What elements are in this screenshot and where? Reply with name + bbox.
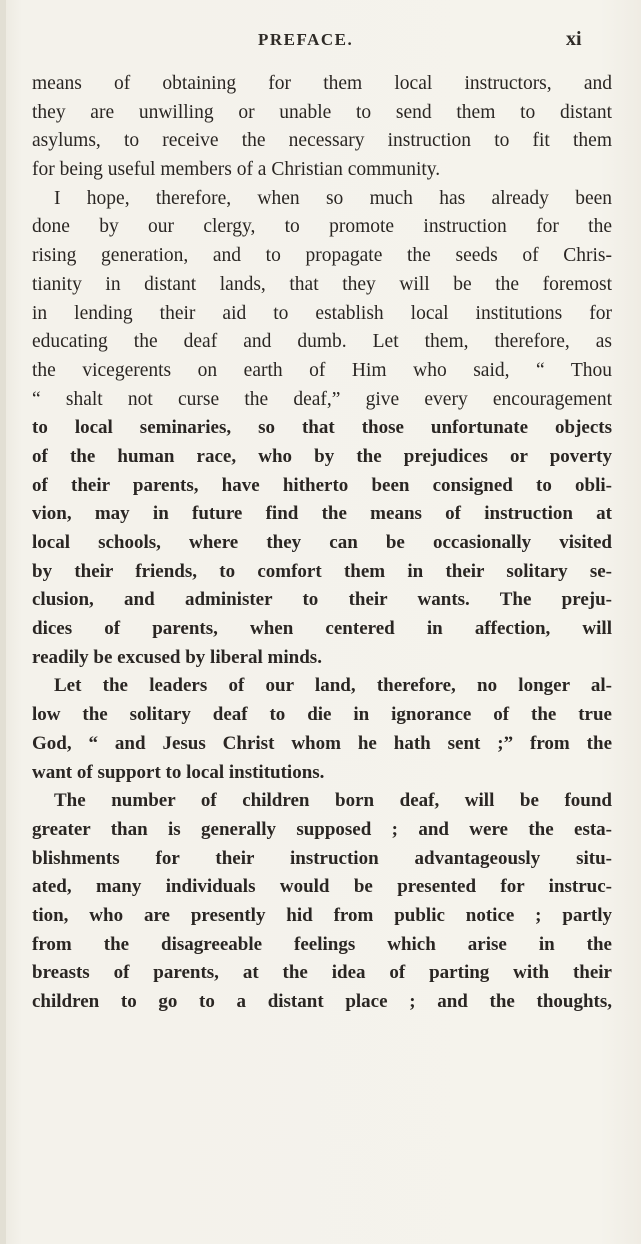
text-line: asylums, to receive the necessary instruction to fit them (32, 130, 612, 152)
text-line: of their parents, have hitherto been consigned to obli- (32, 474, 612, 496)
text-line: tianity in distant lands, that they will be the foremost (32, 273, 612, 295)
text-line: they are unwilling or unable to send them to distant (32, 101, 612, 123)
text-line: God, “ and Jesus Christ whom he hath sent ;” from the (32, 732, 612, 754)
text-line: ated, many individuals would be presented for instruc- (32, 876, 612, 898)
running-title: PREFACE. (258, 30, 354, 49)
text-line: rising generation, and to propagate the seeds of Chris- (32, 245, 612, 267)
text-line: tion, who are presently hid from public notice ; partly (32, 904, 612, 926)
text-line: breasts of parents, at the idea of parting with their (32, 962, 612, 984)
text-line: in lending their aid to establish local institutions for (32, 302, 612, 324)
text-line: local schools, where they can be occasionally visited (32, 532, 612, 553)
text-line: educating the deaf and dumb. Let them, therefore, as (32, 331, 612, 353)
text-line: the vicegerents on earth of Him who said, “ Thou (32, 359, 612, 381)
text-line: I hope, therefore, when so much has already been (54, 187, 612, 209)
text-line: readily be excused by liberal minds. (32, 646, 322, 668)
page-number: xi (566, 28, 582, 50)
text-line: low the solitary deaf to die in ignorance of the true (32, 704, 612, 726)
text-line: children to go to a distant place ; and the thoughts, (32, 991, 612, 1012)
text-line: The number of children born deaf, will be found (54, 790, 612, 812)
text-line: means of obtaining for them local instructors, and (32, 73, 612, 94)
text-line: done by our clergy, to promote instruction for the (32, 216, 612, 238)
text-line: greater than is generally supposed ; and were the esta- (32, 818, 612, 840)
text-line: “ shalt not curse the deaf,” give every encouragement (32, 388, 612, 410)
text-line: from the disagreeable feelings which arise in the (32, 933, 612, 955)
body-text (32, 70, 612, 1017)
text-line: blishments for their instruction advantageously situ- (32, 847, 612, 869)
text-line: want of support to local institutions. (32, 761, 325, 783)
running-head (0, 30, 641, 60)
text-line: vion, may in future find the means of instruction at (32, 503, 612, 525)
text-line: clusion, and administer to their wants. The preju- (32, 589, 612, 611)
text-line: of the human race, who by the prejudices or poverty (32, 445, 612, 467)
text-line: by their friends, to comfort them in their solitary se- (32, 560, 612, 582)
text-line: for being useful members of a Christian community. (32, 159, 441, 181)
text-line: Let the leaders of our land, therefore, no longer al- (54, 675, 612, 697)
text-line: to local seminaries, so that those unfortunate objects (32, 417, 612, 439)
text-line: dices of parents, when centered in affection, will (32, 618, 612, 640)
